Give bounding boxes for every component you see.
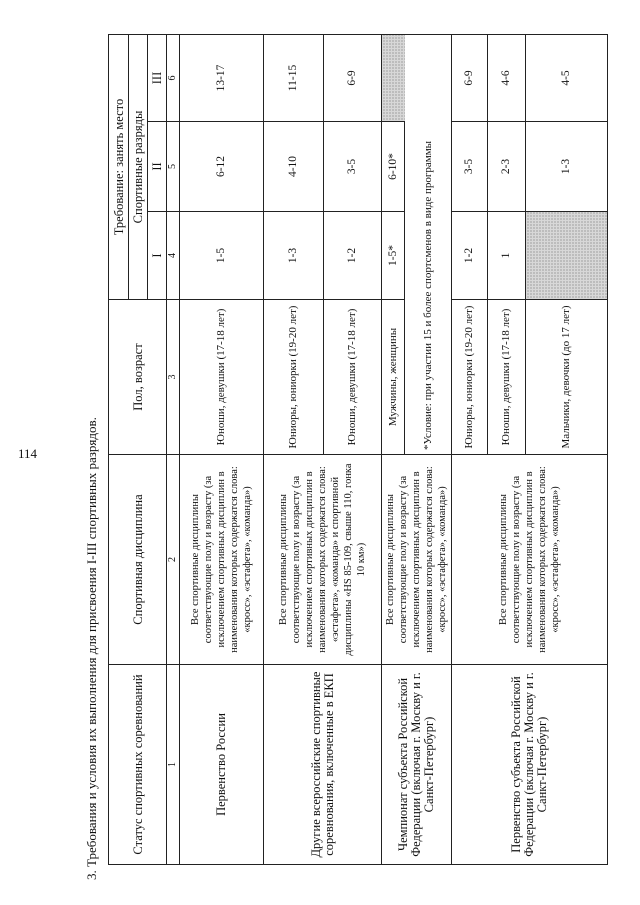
discipline-cell: Все спортивные дисциплины соответствующие полу и возрасту (за исключением спортивных дисциплин в наименования которых содержатся слова: «кросс», «эстафета», «команда»)	[382, 455, 452, 665]
header-rank-2: II	[148, 122, 167, 212]
rank-2-cell: 3-5	[324, 122, 382, 212]
rank-1-cell: 1-3	[264, 212, 324, 300]
status-cell: Чемпионат субъекта Российской Федерации (включая г. Москву и г. Санкт-Петербург)	[382, 665, 452, 865]
header-gender-age: Пол, возраст	[109, 300, 167, 455]
discipline-cell: Все спортивные дисциплины соответствующие полу и возрасту (за исключением спортивных дисциплин в наименования которых содержатся слова: «кросс», «эстафета», «команда»)	[180, 455, 264, 665]
column-number: 5	[167, 122, 180, 212]
rank-3-cell: 4-6	[488, 34, 526, 121]
page-number: 114	[18, 446, 38, 461]
column-number: 3	[167, 300, 180, 455]
rank-2-cell: 4-10	[264, 122, 324, 212]
header-ranks: Спортивные разряды	[129, 34, 148, 299]
rotated-page-content	[84, 30, 614, 880]
rank-3-cell: 6-9	[324, 34, 382, 121]
table-row	[264, 34, 324, 864]
rank-3-cell: 6-9	[452, 34, 488, 121]
header-discipline: Спортивная дисциплина	[109, 455, 167, 665]
rank-1-cell: 1-5*	[382, 212, 405, 300]
requirements-table	[108, 34, 608, 865]
rank-1-cell: 1-2	[324, 212, 382, 300]
gender-age-cell: Юниоры, юниорки (19-20 лет)	[452, 300, 488, 455]
discipline-cell: Все спортивные дисциплины соответствующие полу и возрасту (за исключением спортивных дисциплин в наименования которых содержатся слова: «эстафета», «команда» и спортивной дисциплины «HS 85-109, свыше 110, гонка 10 км»)	[264, 455, 382, 665]
shaded-empty-cell	[526, 212, 608, 300]
status-cell: Другие всероссийские спортивные соревнования, включенные в ЕКП	[264, 665, 382, 865]
rank-3-cell: 13-17	[180, 34, 264, 121]
gender-age-cell: Юноши, девушки (17-18 лет)	[324, 300, 382, 455]
rank-2-cell: 1-3	[526, 122, 608, 212]
table-row	[180, 34, 264, 864]
column-number: 1	[167, 665, 180, 865]
status-cell: Первенство России	[180, 665, 264, 865]
rank-2-cell: 2-3	[488, 122, 526, 212]
table-row	[382, 34, 405, 864]
column-number: 6	[167, 34, 180, 121]
gender-age-cell: Мальчики, девочки (до 17 лет)	[526, 300, 608, 455]
section-heading: 3. Требования и условия их выполнения для присвоения I-III спортивных разрядов.	[84, 417, 99, 880]
rank-1-cell: 1-2	[452, 212, 488, 300]
condition-note: *Условие: при участии 15 и более спортсменов в виде программы	[405, 34, 452, 454]
status-cell: Первенство субъекта Российской Федерации (включая г. Москву и г. Санкт-Петербург)	[452, 665, 608, 865]
header-rank-3: III	[148, 34, 167, 121]
rank-3-cell: 11-15	[264, 34, 324, 121]
gender-age-cell: Юноши, девушки (17-18 лет)	[180, 300, 264, 455]
column-number: 2	[167, 455, 180, 665]
header-requirement: Требование: занять место	[109, 34, 129, 299]
shaded-empty-cell	[382, 34, 405, 121]
rank-3-cell: 4-5	[526, 34, 608, 121]
rank-1-cell: 1-5	[180, 212, 264, 300]
header-rank-1: I	[148, 212, 167, 300]
rank-2-cell: 6-12	[180, 122, 264, 212]
table-row	[452, 34, 488, 864]
discipline-cell: Все спортивные дисциплины соответствующие полу и возрасту (за исключением спортивных дисциплин в наименования которых содержатся слова: «кросс», «эстафета», «команда»)	[452, 455, 608, 665]
gender-age-cell: Юниоры, юниорки (19-20 лет)	[264, 300, 324, 455]
gender-age-cell: Мужчины, женщины	[382, 300, 405, 455]
column-number: 4	[167, 212, 180, 300]
gender-age-cell: Юноши, девушки (17-18 лет)	[488, 300, 526, 455]
header-status: Статус спортивных соревнований	[109, 665, 167, 865]
rank-1-cell: 1	[488, 212, 526, 300]
rank-2-cell: 6-10*	[382, 122, 405, 212]
rank-2-cell: 3-5	[452, 122, 488, 212]
